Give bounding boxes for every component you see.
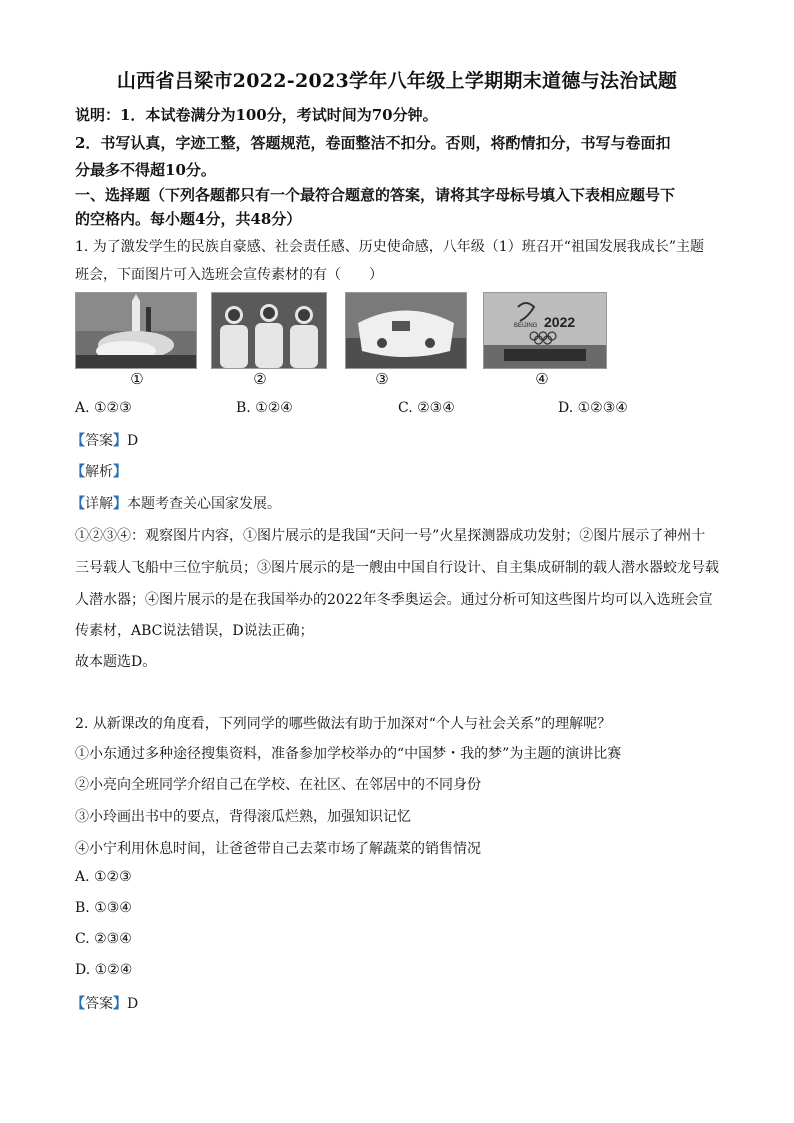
submersible-image xyxy=(345,292,467,369)
pic-label-3: ③ xyxy=(375,370,389,388)
q1-option-d: D. ①②③④ xyxy=(558,400,628,416)
pic-label-1: ① xyxy=(130,370,144,388)
section-heading-1: 一、选择题（下列各题都只有一个最符合题意的答案，请将其字母标号填入下表相应题号下 xyxy=(75,186,676,204)
beijing-text: BEIJING xyxy=(514,323,538,329)
q2-item-2: ②小亮向全班同学介绍自己在学校、在社区、在邻居中的不同身份 xyxy=(75,777,481,793)
q1-option-c: C. ②③④ xyxy=(398,400,455,416)
q1-detail-line-5: 故本题选D。 xyxy=(75,654,157,670)
q2-option-a: A. ①②③ xyxy=(75,869,132,885)
q1-analysis-heading: 【解析】 xyxy=(71,464,127,480)
q1-detail-line-3: 人潜水器；④图片展示的是在我国举办的2022年冬季奥运会。通过分析可知这些图片均可以入选班会宣 xyxy=(75,592,713,608)
q1-detail-line-1: ①②③④：观察图片内容，①图片展示的是我国“天问一号”火星探测器成功发射；②图片展示了神州十 xyxy=(75,528,706,544)
q1-option-b: B. ①②④ xyxy=(236,400,293,416)
q2-item-3: ③小玲画出书中的要点，背得滚瓜烂熟，加强知识记忆 xyxy=(75,809,411,825)
page-title: 山西省吕梁市2022-2023学年八年级上学期期末道德与法治试题 xyxy=(116,70,678,92)
q1-pictures xyxy=(75,292,715,392)
q2-option-b: B. ①③④ xyxy=(75,900,132,916)
note-line-2: 2．书写认真，字迹工整，答题规范，卷面整洁不扣分。否则，将酌情扣分，书写与卷面扣 xyxy=(75,134,671,152)
q1-answer: 【答案】D xyxy=(71,433,139,449)
astronauts-image xyxy=(211,292,327,369)
q1-stem-line-2: 班会，下面图片可入选班会宣传素材的有（ ） xyxy=(75,267,383,283)
q1-detail-intro: 【详解】本题考查关心国家发展。 xyxy=(71,496,281,512)
q2-option-d: D. ①②④ xyxy=(75,962,133,978)
q1-stem-line-1: 1. 为了激发学生的民族自豪感、社会责任感、历史使命感，八年级（1）班召开“祖国发展我成长”主题 xyxy=(75,239,705,255)
winter-olympics-image xyxy=(483,292,607,369)
pic-label-2: ② xyxy=(253,370,267,388)
q2-option-c: C. ②③④ xyxy=(75,931,132,947)
q1-detail-line-4: 传素材，ABC说法错误，D说法正确； xyxy=(75,623,314,639)
section-heading-2: 的空格内。每小题4分，共48分） xyxy=(75,210,302,228)
note-line-3: 分最多不得超10分。 xyxy=(75,161,216,179)
q1-option-a: A. ①②③ xyxy=(75,400,132,416)
q2-item-4: ④小宁利用休息时间，让爸爸带自己去菜市场了解蔬菜的销售情况 xyxy=(75,841,481,857)
q2-item-1: ①小东通过多种途径搜集资料，准备参加学校举办的“中国梦・我的梦”为主题的演讲比赛 xyxy=(75,746,622,762)
year-text: 2022 xyxy=(544,314,576,330)
rocket-launch-image xyxy=(75,292,197,369)
note-line-1: 说明：1．本试卷满分为100分，考试时间为70分钟。 xyxy=(75,106,438,124)
pic-label-4: ④ xyxy=(535,370,549,388)
q2-answer: 【答案】D xyxy=(71,996,139,1012)
q2-stem: 2. 从新课改的角度看，下列同学的哪些做法有助于加深对“个人与社会关系”的理解呢？ xyxy=(75,716,612,732)
q1-detail-line-2: 三号载人飞船中三位宇航员；③图片展示的是一艘由中国自行设计、自主集成研制的载人潜水器蛟龙号载 xyxy=(75,560,719,576)
